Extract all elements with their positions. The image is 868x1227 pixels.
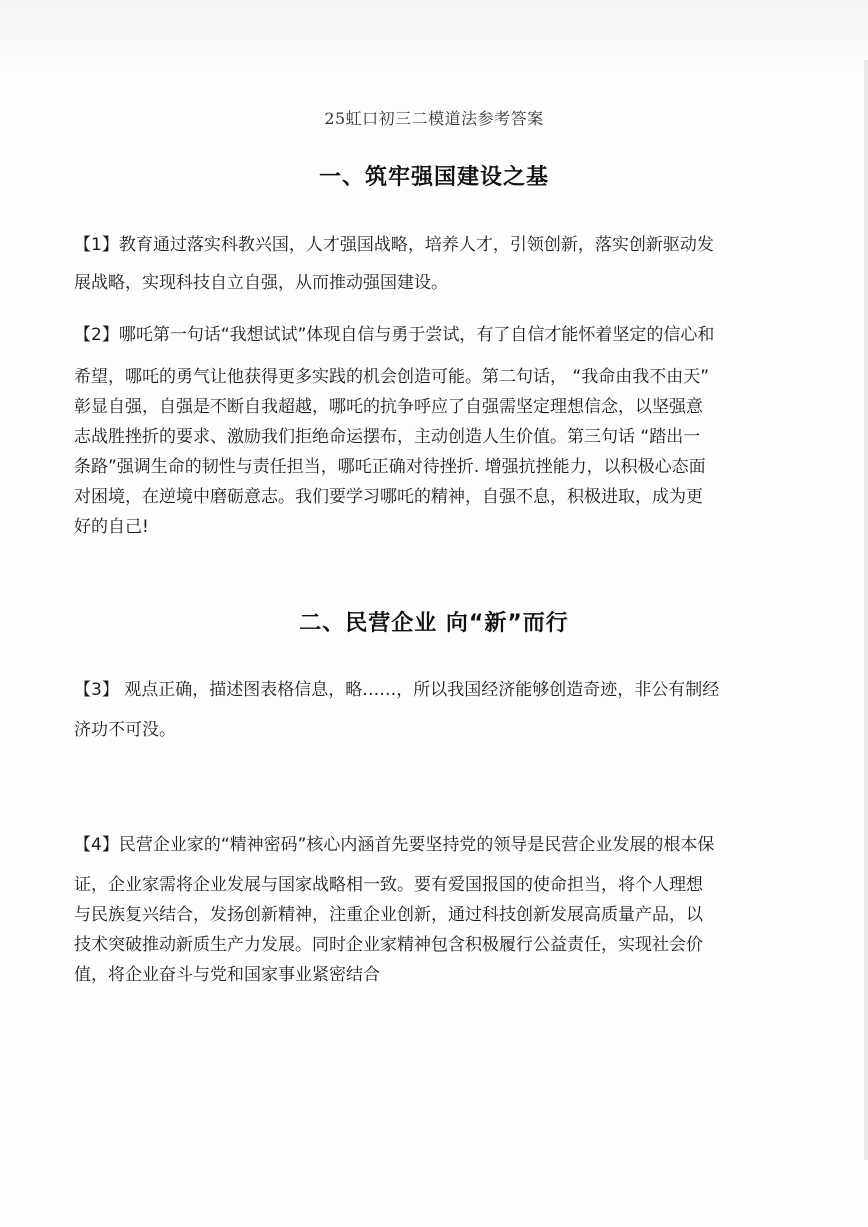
answer-1-line-2: 展战略，实现科技自立自强，从而推动强国建设。 <box>74 273 448 293</box>
answer-4-line-1: 【4】民营企业家的“精神密码”核心内涵首先要坚持党的领导是民营企业发展的根本保 <box>74 835 715 855</box>
answer-4-line-4: 技术突破推动新质生产力发展。同时企业家精神包含积极履行公益责任，实现社会价 <box>74 935 703 955</box>
answer-3-line-1: 【3】 观点正确，描述图表格信息，略……，所以我国经济能够创造奇迹，非公有制经 <box>74 680 720 700</box>
answer-4-line-5: 值，将企业奋斗与党和国家事业紧密结合 <box>74 965 380 985</box>
answer-3-line-2: 济功不可没。 <box>74 720 176 740</box>
answer-2-line-6: 对困境，在逆境中磨砺意志。我们要学习哪吒的精神，自强不息，积极进取，成为更 <box>74 487 703 507</box>
answer-2-line-2: 希望，哪吒的勇气让他获得更多实践的机会创造可能。第二句话， “我命由我不由天” <box>74 367 710 387</box>
answer-3 <box>74 670 794 750</box>
answer-1 <box>74 226 794 302</box>
document-title: 25虹口初三二模道法参考答案 <box>324 109 544 128</box>
answer-1-line-1: 【1】教育通过落实科教兴国，人才强国战略，培养人才，引领创新，落实创新驱动发 <box>74 235 714 255</box>
answer-2-line-4: 志战胜挫折的要求、激励我们拒绝命运摆布，主动创造人生价值。第三句话 “踏出一 <box>74 427 701 447</box>
answer-2 <box>74 320 794 542</box>
scan-top-shadow <box>0 0 868 70</box>
section-heading-2: 二、民营企业 向“新”而行 <box>299 611 569 636</box>
answer-2-line-5: 条路”强调生命的韧性与责任担当，哪吒正确对待挫折. 增强抗挫能力，以积极心态面 <box>74 457 706 477</box>
answer-4 <box>74 830 794 990</box>
answer-2-line-1: 【2】哪吒第一句话“我想试试”体现自信与勇于尝试，有了自信才能怀着坚定的信心和 <box>74 325 715 345</box>
section-heading-1: 一、筑牢强国建设之基 <box>318 165 549 190</box>
answer-4-line-2: 证，企业家需将企业发展与国家战略相一致。要有爱国报国的使命担当，将个人理想 <box>74 875 703 895</box>
answer-2-line-7: 好的自己! <box>74 517 149 537</box>
answer-2-line-3: 彰显自强，自强是不断自我超越，哪吒的抗争呼应了自强需坚定理想信念，以坚强意 <box>74 397 703 417</box>
answer-4-line-3: 与民族复兴结合，发扬创新精神，注重企业创新，通过科技创新发展高质量产品，以 <box>74 905 703 925</box>
